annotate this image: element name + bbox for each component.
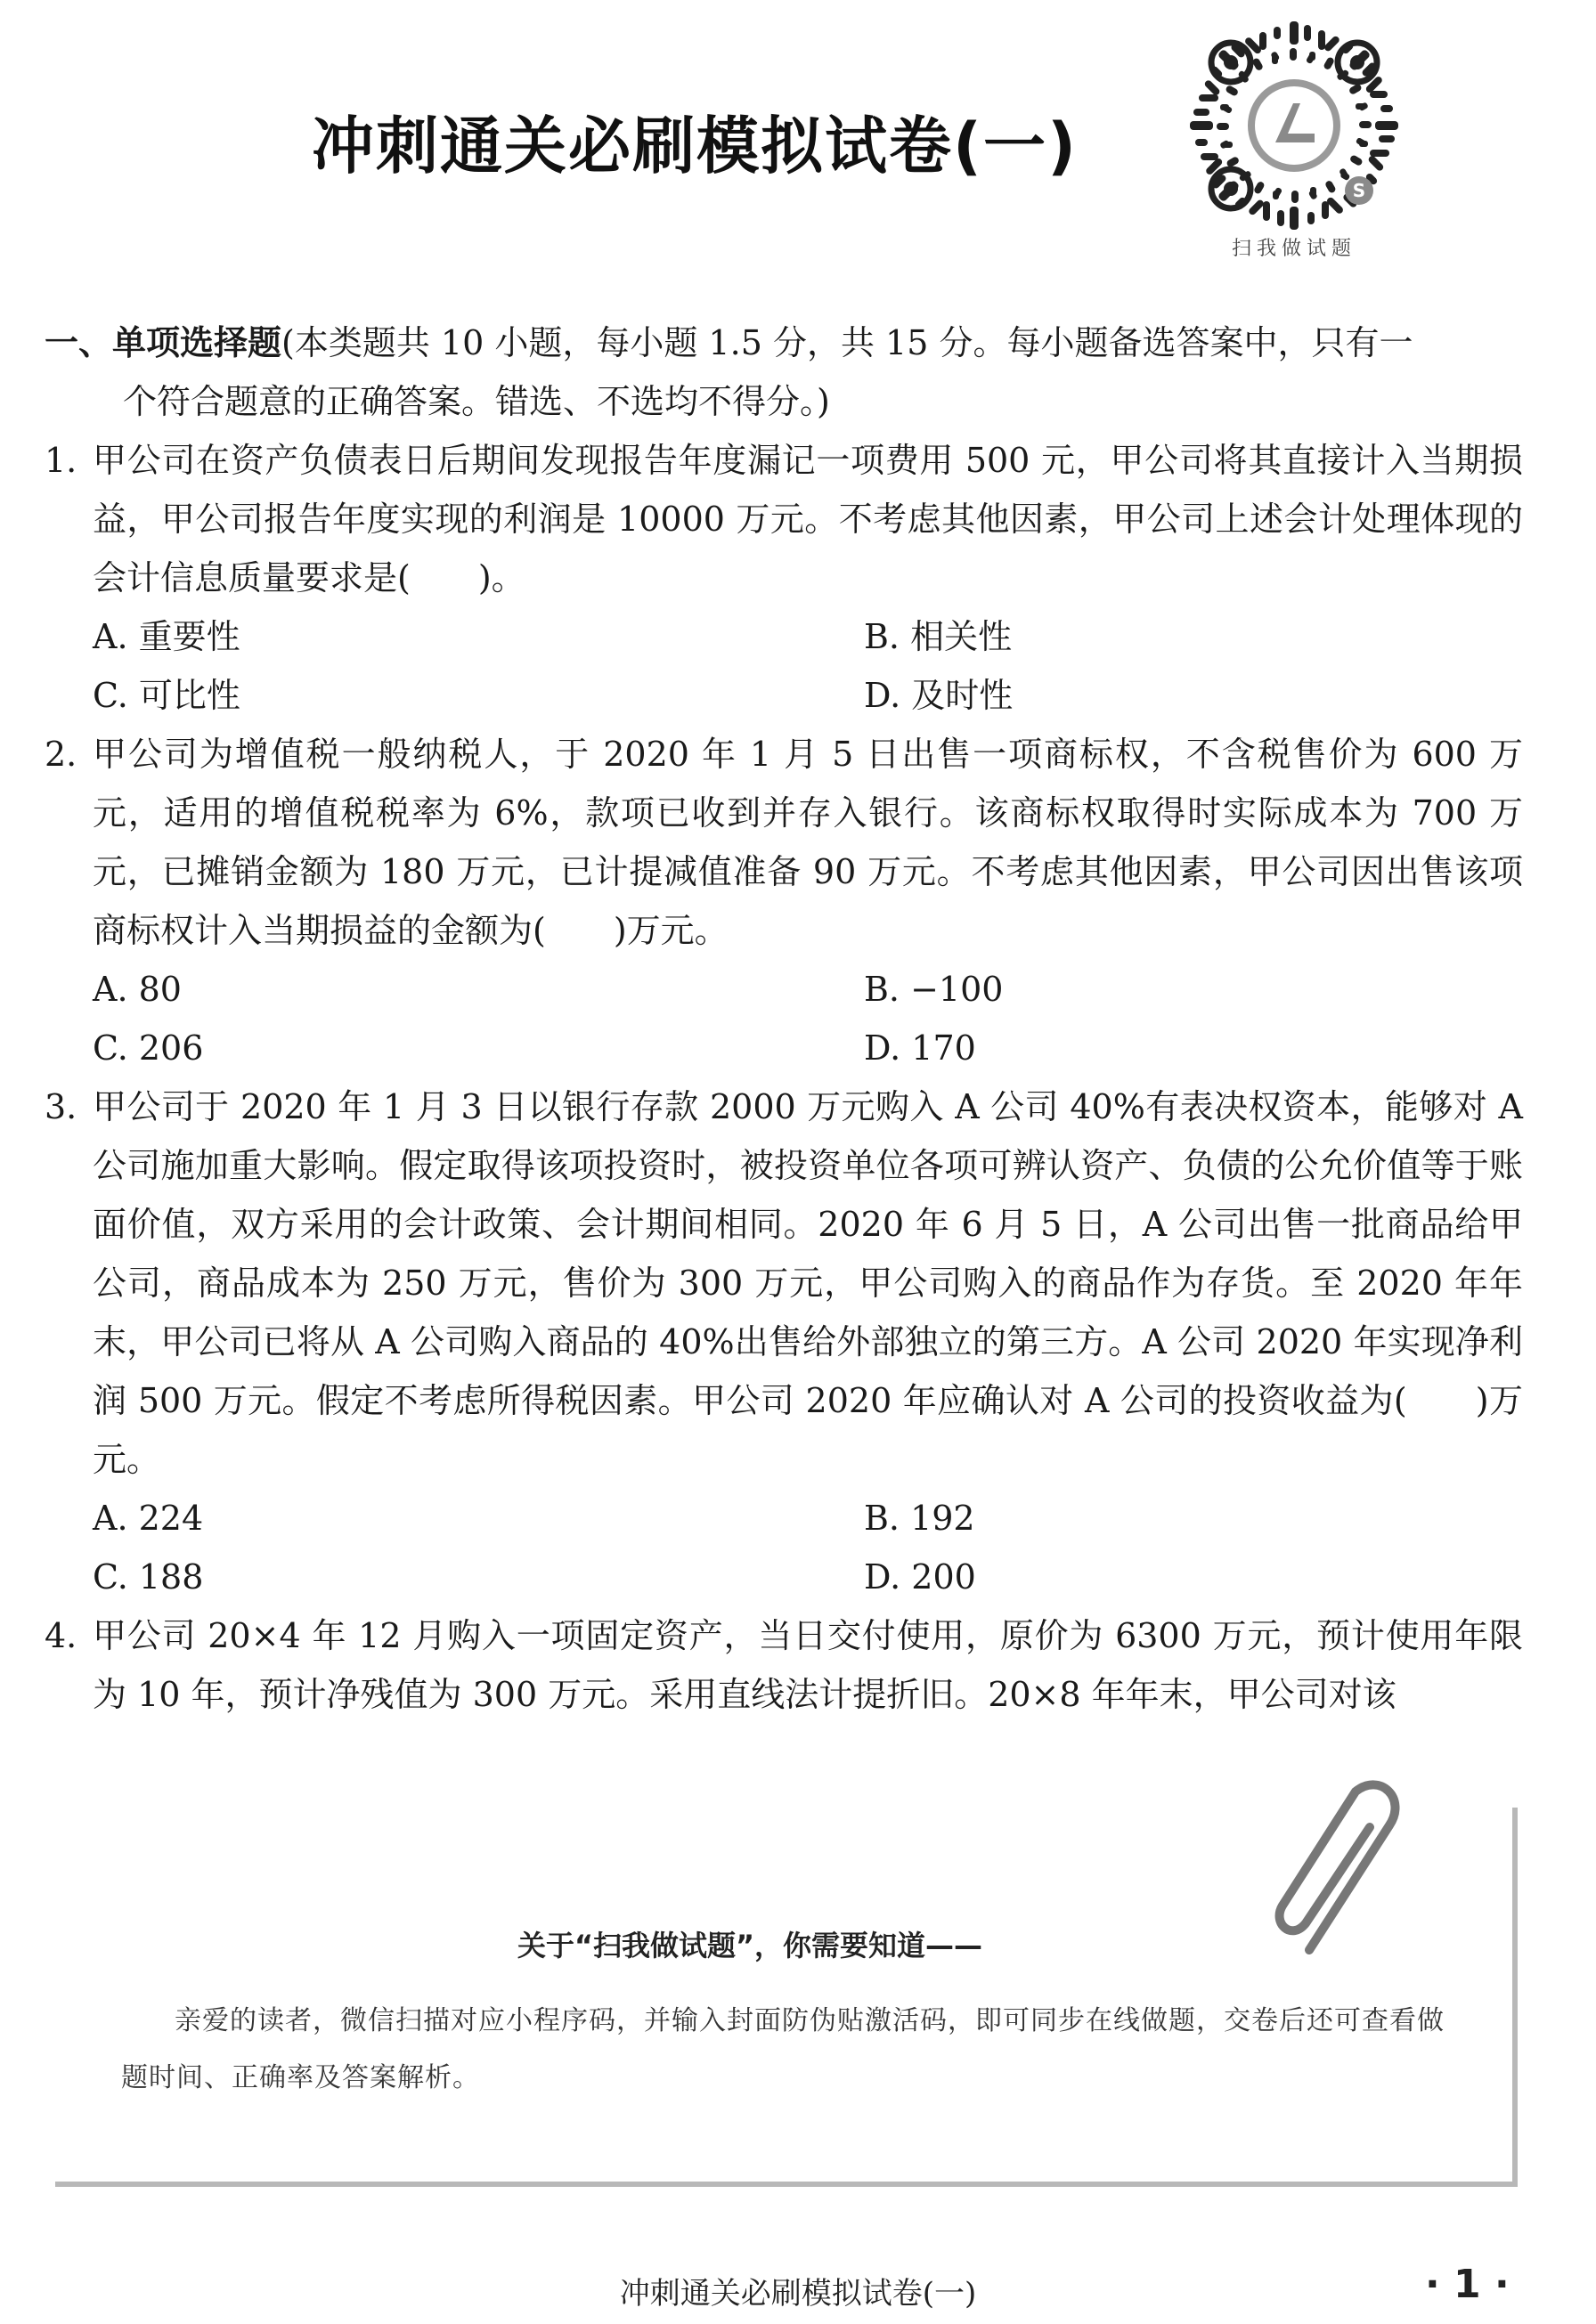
svg-text:S: S: [1352, 180, 1366, 201]
section-instructions-1: (本类题共 10 小题，每小题 1.5 分，共 15 分。每小题备选答案中，只有一: [281, 323, 1413, 362]
section-instructions-2: 个符合题意的正确答案。错选、不选均不得分。): [123, 382, 830, 421]
question-number: 4.: [45, 1616, 77, 1655]
option-b[interactable]: B. 相关性: [864, 617, 1013, 656]
question-4: [45, 1606, 1523, 1724]
page-title: 冲刺通关必刷模拟试卷(一): [312, 110, 1078, 183]
footer-title: 冲刺通关必刷模拟试卷(一): [619, 2276, 977, 2312]
option-d[interactable]: D. 及时性: [864, 676, 1014, 715]
question-2: [45, 725, 1523, 1077]
question-text: 甲公司于 2020 年 1 月 3 日以银行存款 2000 万元购入 A 公司 40%有表决权资本，能够对 A 公司施加重大影响。假定取得该项投资时，被投资单位各项可辨认资产、负债的公允价值等于账面价值，双方采用的会计政策、会计期间相同。2020 年 6 月 5 日，A 公司出售一批商品给甲公司，商品成本为 250 万元，售价为 300 万元，甲公司购入的商品作为存货。至 2020 年年末，甲公司已将从 A 公司购入商品的 40%出售给外部独立的第三方。A 公司 2020 年实现净利润 500 万元。假定不考虑所得税因素。甲公司 2020 年应确认对 A 公司的投资收益为( )万元。: [93, 1087, 1523, 1479]
section-title: 一、单项选择题: [45, 323, 282, 362]
option-c[interactable]: C. 206: [93, 1028, 204, 1068]
question-options: [45, 1489, 1523, 1606]
question-list: [45, 431, 1523, 1724]
question-text: 甲公司 20×4 年 12 月购入一项固定资产，当日交付使用，原价为 6300 万元，预计使用年限为 10 年，预计净残值为 300 万元。采用直线法计提折旧。20×8 年年末，甲公司对该: [93, 1616, 1523, 1714]
option-a[interactable]: A. 224: [93, 1499, 204, 1538]
qr-code[interactable]: [1185, 16, 1404, 235]
page-number: · 1 ·: [1425, 2262, 1510, 2307]
option-b[interactable]: B. 192: [864, 1499, 975, 1538]
notice-body: 亲爱的读者，微信扫描对应小程序码，并输入封面防伪贴激活码，即可同步在线做题，交卷后还可查看做题时间、正确率及答案解析。: [121, 2005, 1445, 2093]
question-text: 甲公司在资产负债表日后期间发现报告年度漏记一项费用 500 元，甲公司将其直接计入当期损益，甲公司报告年度实现的利润是 10000 万元。不考虑其他因素，甲公司上述会计处理体现的会计信息质量要求是( )。: [93, 441, 1523, 597]
question-3: [45, 1077, 1523, 1606]
question-number: 2.: [45, 735, 77, 774]
option-d[interactable]: D. 170: [864, 1028, 976, 1068]
notice-title: 关于“扫我做试题”，你需要知道——: [517, 1929, 983, 1962]
option-c[interactable]: C. 可比性: [93, 676, 240, 715]
question-number: 1.: [45, 441, 77, 480]
option-c[interactable]: C. 188: [93, 1557, 204, 1597]
question-1: [45, 431, 1523, 725]
section-heading: [45, 313, 1523, 431]
option-d[interactable]: D. 200: [864, 1557, 976, 1597]
qr-caption: 扫我做试题: [1231, 238, 1356, 260]
option-a[interactable]: A. 80: [93, 970, 182, 1009]
question-number: 3.: [45, 1087, 77, 1126]
option-b[interactable]: B. −100: [864, 970, 1004, 1009]
question-options: [45, 960, 1523, 1077]
question-text: 甲公司为增值税一般纳税人，于 2020 年 1 月 5 日出售一项商标权，不含税售价为 600 万元，适用的增值税税率为 6%，款项已收到并存入银行。该商标权取得时实际成本为 700 万元，已摊销金额为 180 万元，已计提减值准备 90 万元。不考虑其他因素，甲公司因出售该项商标权计入当期损益的金额为( )万元。: [93, 735, 1523, 950]
notice-box: [55, 1808, 1518, 2187]
option-a[interactable]: A. 重要性: [93, 617, 240, 656]
question-options: [45, 607, 1523, 725]
